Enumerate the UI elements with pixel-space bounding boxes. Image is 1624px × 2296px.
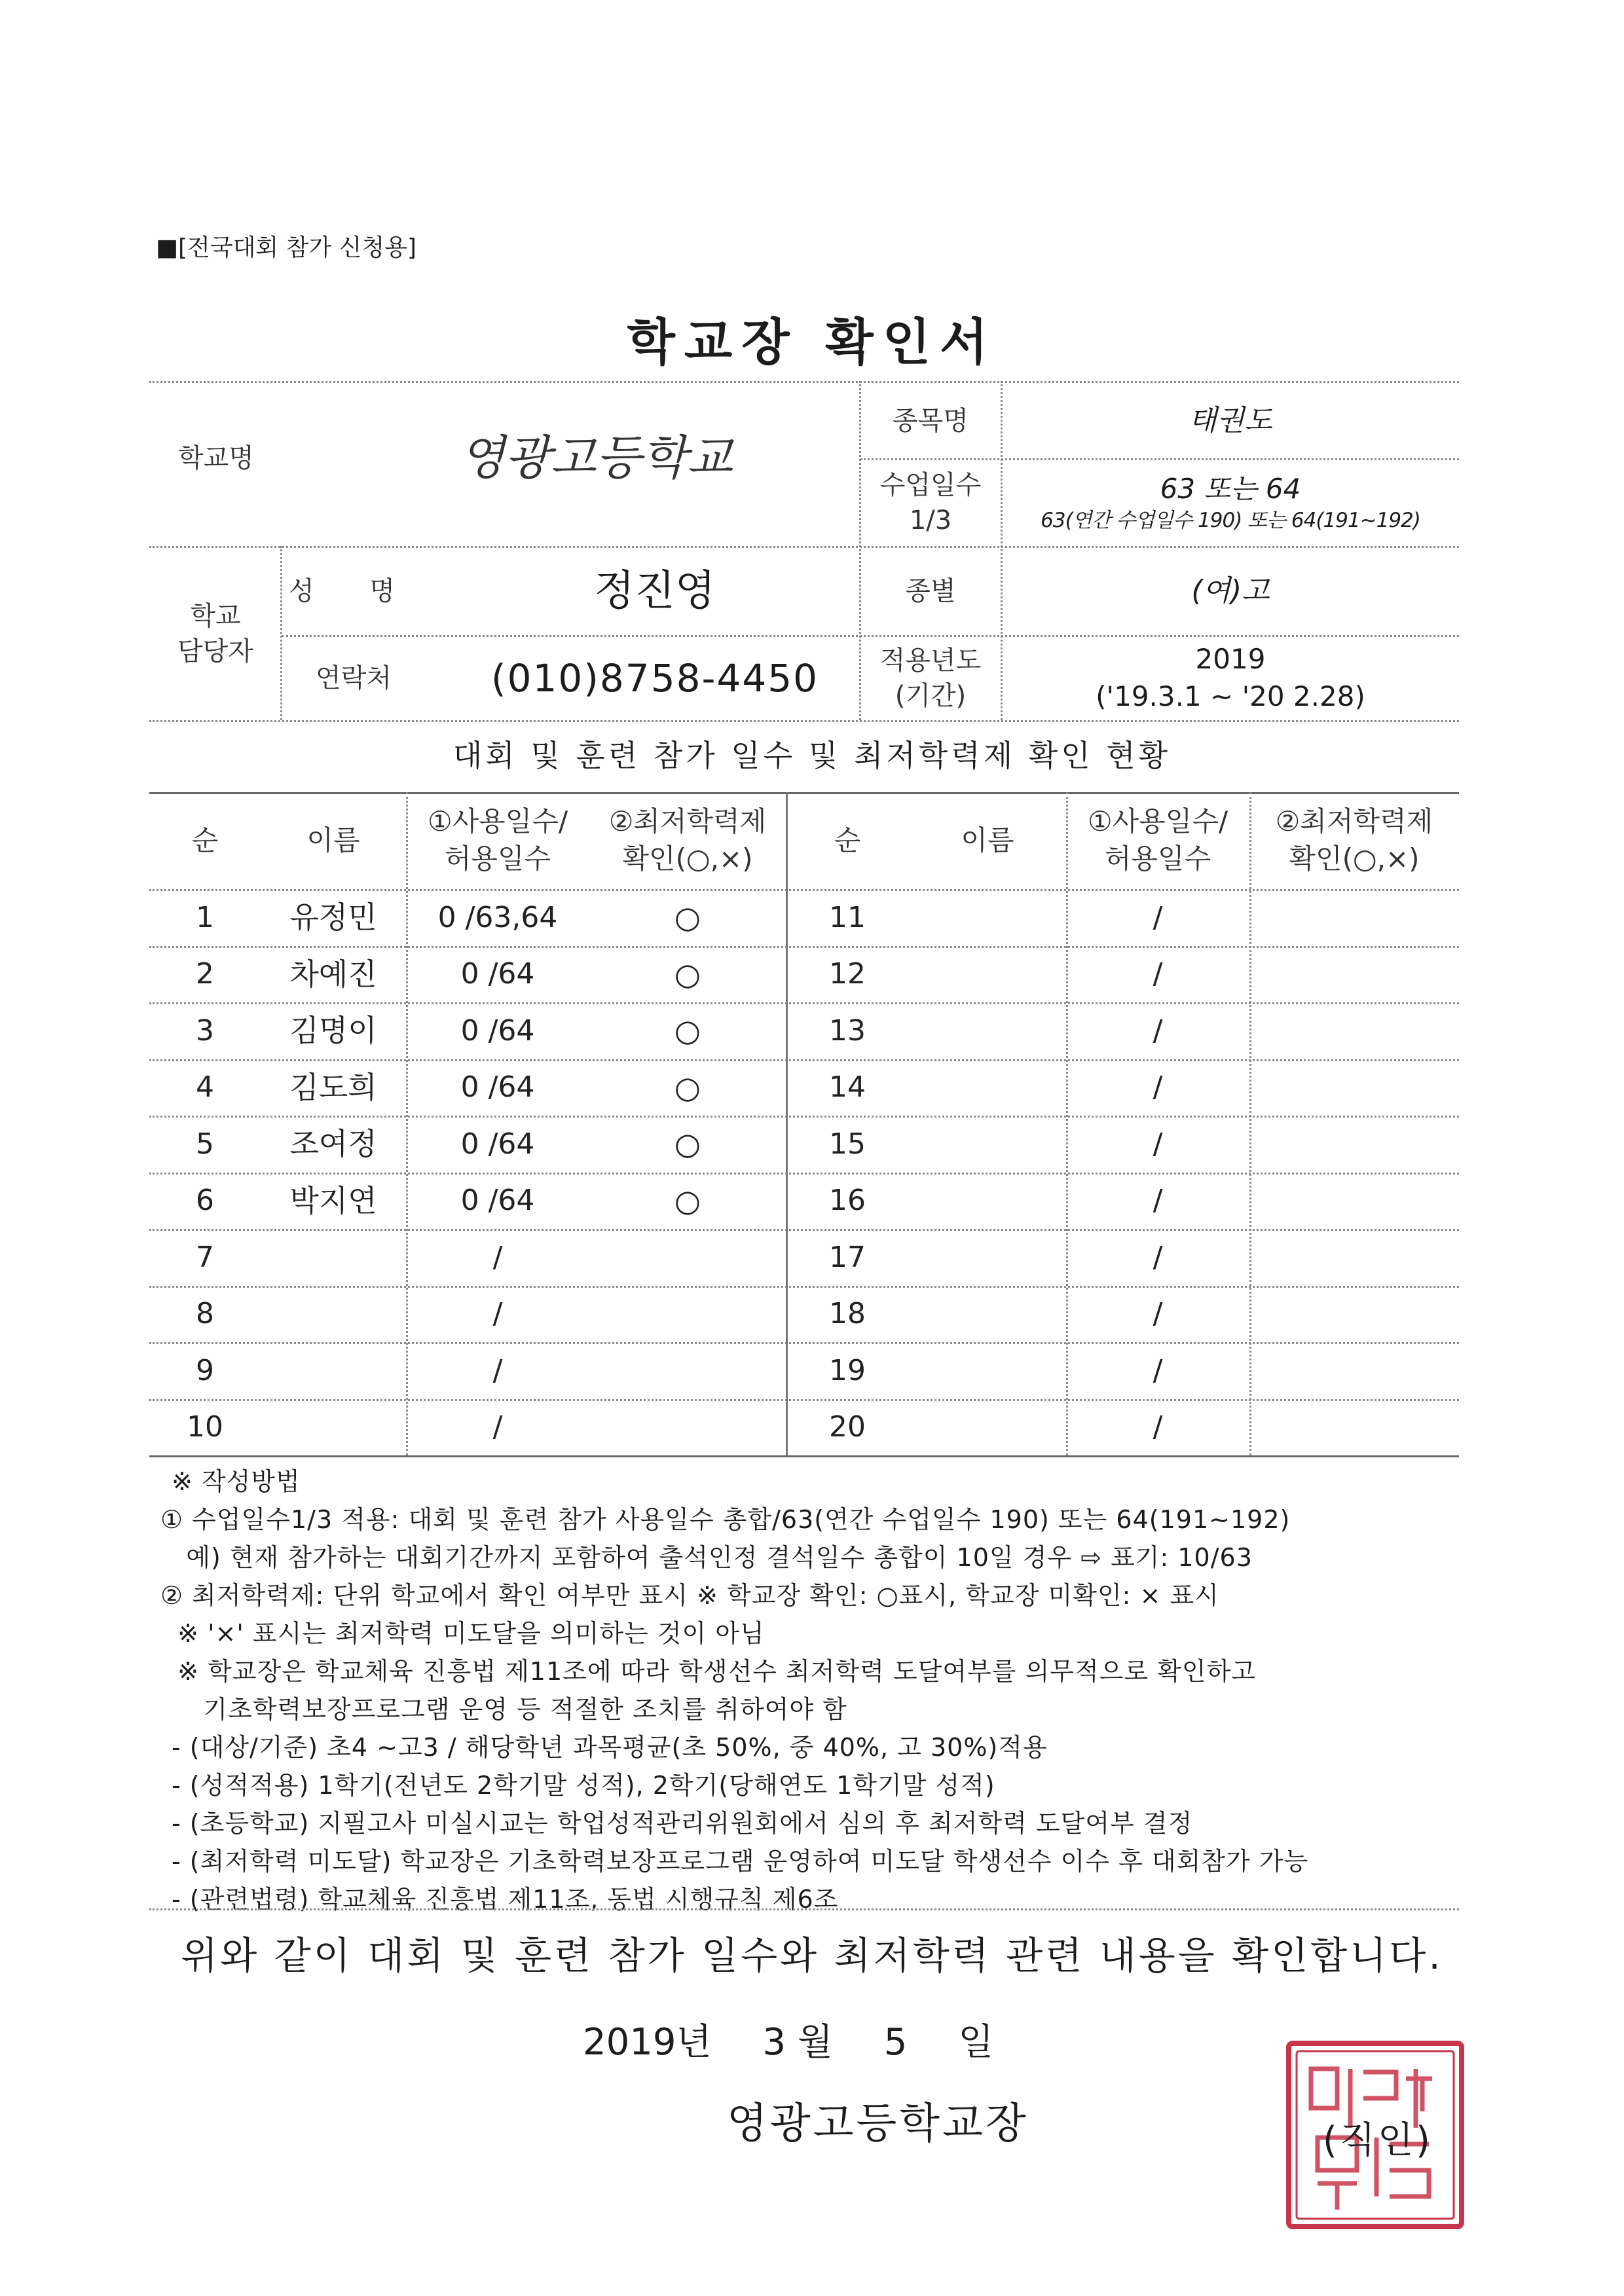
- header-no: [786, 792, 909, 889]
- table-cell-name: 김명이: [289, 1013, 377, 1049]
- person-name-label: 성 명: [289, 576, 418, 606]
- date-day-unit: 일: [958, 2021, 994, 2064]
- category-value: (여)고: [1191, 574, 1270, 608]
- header-days-line2: 허용일수: [444, 843, 551, 875]
- table-cell-name: [261, 1342, 406, 1399]
- header-check: [589, 792, 786, 889]
- table-cell-check: [589, 1286, 786, 1343]
- header-name-line1: 이름: [306, 824, 360, 856]
- principal-title: 영광고등학교장: [727, 2100, 1029, 2148]
- table-cell-days: /: [1153, 957, 1163, 991]
- note-line: ① 수업일수1/3 적용: 대회 및 훈련 참가 사용일수 총합/63(연간 수업일수 190) 또는 64(191~192): [160, 1505, 1291, 1534]
- table-cell-days: /: [492, 1240, 503, 1274]
- table-cell-no: 20: [829, 1410, 866, 1444]
- table-cell-check: ○: [674, 1126, 701, 1162]
- table-cell-days: 0 /64: [460, 1013, 535, 1048]
- header-days: [406, 792, 589, 889]
- table-cell-name: 김도희: [289, 1069, 377, 1105]
- table-cell-days: 0 /64: [460, 1127, 535, 1161]
- school-days-main: 63 또는 64: [1160, 472, 1301, 505]
- year-main: 2019: [1195, 643, 1266, 676]
- table-cell-days: 0 /64: [460, 1184, 535, 1218]
- confirmation-statement: 위와 같이 대회 및 훈련 참가 일수와 최저학력 관련 내용을 확인합니다.: [181, 1933, 1443, 1978]
- header-days: [1066, 792, 1249, 889]
- table-cell-name: [261, 1286, 406, 1343]
- category-label: 종별: [905, 576, 956, 606]
- header-no: [149, 792, 261, 889]
- header-name-line1: 이름: [961, 824, 1014, 856]
- header-days-line1: ①사용일수/: [427, 805, 568, 838]
- table-cell-check: [1249, 1229, 1459, 1286]
- divider: [280, 546, 282, 720]
- table-cell-days: 0 /64: [460, 1070, 535, 1104]
- table-cell-check: [1249, 889, 1459, 946]
- table-cell-days: /: [1153, 1184, 1163, 1218]
- form-type-label: ■[전국대회 참가 신청용]: [156, 234, 416, 261]
- school-name-value: 영광고등학교: [459, 430, 733, 486]
- note-line: - (최저학력 미도달) 학교장은 기초학력보장프로그램 운영하여 미도달 학생선수 이수 후 대회참가 가능: [172, 1847, 1309, 1876]
- table-cell-check: [1249, 1002, 1459, 1059]
- note-line: ② 최저학력제: 단위 학교에서 확인 여부만 표시 ※ 학교장 확인: ○표시, 학교장 미확인: × 표시: [160, 1581, 1219, 1610]
- table-cell-no: 3: [196, 1013, 214, 1048]
- header-check-line2: 확인(○,×): [622, 843, 753, 875]
- table-cell-days: /: [492, 1297, 503, 1331]
- table-cell-name: [909, 1059, 1066, 1116]
- table-cell-check: [589, 1399, 786, 1456]
- note-line: 예) 현재 참가하는 대회기간까지 포함하여 출석인정 결석일수 총합이 10일 경우 ⇨ 표기: 10/63: [160, 1543, 1253, 1572]
- school-days-label-line2: 1/3: [909, 505, 952, 536]
- table-cell-no: 16: [829, 1184, 866, 1218]
- person-name-value: 정진영: [594, 566, 716, 615]
- manager-label-line1: 학교: [190, 601, 241, 631]
- table-cell-no: 2: [196, 957, 214, 991]
- divider: [149, 1908, 1459, 1910]
- table-cell-check: [589, 1342, 786, 1399]
- table-cell-no: 9: [196, 1353, 214, 1387]
- table-cell-days: 0 /63,64: [437, 900, 558, 934]
- date-day: 5: [883, 2021, 908, 2064]
- sport-label: 종목명: [893, 405, 969, 436]
- header-check-line2: 확인(○,×): [1289, 843, 1420, 875]
- date-line: [583, 2013, 1033, 2066]
- note-line: - (초등학교) 지필고사 미실시교는 학업성적관리위원회에서 심의 후 최저학력 도달여부 결정: [172, 1809, 1193, 1838]
- table-cell-check: [1249, 1173, 1459, 1230]
- table-cell-no: 13: [829, 1013, 866, 1048]
- school-days-note: 63(연간 수업일수 190) 또는 64(191~192): [1041, 509, 1420, 533]
- table-cell-days: /: [1153, 1070, 1163, 1104]
- table-cell-name: [909, 946, 1066, 1003]
- school-days-label: [860, 460, 1001, 546]
- header-check-line1: ②최저학력제: [1275, 805, 1433, 838]
- table-cell-days: /: [1153, 900, 1163, 934]
- year-label: [860, 636, 1001, 720]
- table-cell-name: [909, 1116, 1066, 1173]
- table-cell-check: ○: [674, 1069, 701, 1105]
- table-cell-days: /: [1153, 1297, 1163, 1331]
- table-cell-name: [261, 1229, 406, 1286]
- table-cell-check: [1249, 1116, 1459, 1173]
- table-cell-days: /: [492, 1353, 503, 1387]
- table-cell-no: 14: [829, 1070, 866, 1104]
- table-cell-no: 10: [187, 1410, 223, 1444]
- school-days-value: [1002, 460, 1459, 546]
- date-year: 2019년: [583, 2021, 712, 2064]
- table-cell-check: ○: [674, 1013, 701, 1049]
- table-cell-name: 조여정: [289, 1126, 377, 1162]
- table-cell-no: 8: [196, 1297, 214, 1331]
- table-cell-days: /: [1153, 1353, 1163, 1387]
- note-line: - (성적적용) 1학기(전년도 2학기말 성적), 2학기(당해연도 1학기말 성적): [172, 1771, 995, 1800]
- table-cell-check: [1249, 1286, 1459, 1343]
- sport-value: 태권도: [1189, 403, 1272, 437]
- table-cell-name: [909, 1173, 1066, 1230]
- school-name-label: 학교명: [178, 443, 254, 473]
- header-name: [261, 792, 406, 889]
- header-days-line1: ①사용일수/: [1087, 805, 1228, 838]
- note-line: ※ 작성방법: [172, 1467, 301, 1496]
- table-cell-name: 박지연: [289, 1182, 377, 1218]
- table-cell-check: [1249, 1342, 1459, 1399]
- table-cell-no: 11: [829, 900, 866, 934]
- table-cell-name: [909, 1002, 1066, 1059]
- table-cell-days: 0 /64: [460, 957, 535, 991]
- table-cell-days: /: [492, 1410, 503, 1444]
- header-name: [909, 792, 1066, 889]
- manager-label: [151, 547, 280, 720]
- table-cell-check: [1249, 1399, 1459, 1456]
- table-cell-no: 4: [196, 1070, 214, 1104]
- table-cell-check: ○: [674, 1182, 701, 1218]
- note-line: 기초학력보장프로그램 운영 등 적절한 조치를 취하여야 함: [160, 1695, 847, 1724]
- table-cell-name: 유정민: [289, 900, 377, 936]
- table-cell-no: 17: [829, 1240, 866, 1274]
- header-days-line2: 허용일수: [1104, 843, 1211, 875]
- table-cell-name: [909, 1229, 1066, 1286]
- table-cell-no: 6: [196, 1184, 214, 1218]
- table-cell-days: /: [1153, 1240, 1163, 1274]
- table-cell-name: [909, 1399, 1066, 1456]
- table-cell-check: [1249, 1059, 1459, 1116]
- table-cell-no: 7: [196, 1240, 214, 1274]
- table-cell-no: 15: [829, 1127, 866, 1161]
- table-cell-check: [589, 1229, 786, 1286]
- header-check-line1: ②최저학력제: [608, 805, 767, 838]
- note-line: - (대상/기준) 초4 ~고3 / 해당학년 과목평균(초 50%, 중 40%, 고 30%)적용: [172, 1733, 1048, 1762]
- year-value: [1002, 636, 1459, 720]
- table-cell-name: [261, 1399, 406, 1456]
- year-label-line2: (기간): [895, 681, 967, 711]
- year-period: ('19.3.1 ~ '20 2.28): [1096, 680, 1365, 712]
- table-cell-check: ○: [674, 900, 701, 936]
- year-label-line1: 적용년도: [879, 646, 982, 676]
- section-title: 대회 및 훈련 참가 일수 및 최저학력제 확인 현황: [452, 738, 1172, 773]
- header-no-line1: 순: [191, 824, 219, 856]
- table-gridline: [149, 1455, 1459, 1457]
- school-days-label-line1: 수업일수: [879, 470, 982, 500]
- seal-label: (직인): [1323, 2119, 1433, 2162]
- table-cell-days: /: [1153, 1013, 1163, 1048]
- table-cell-no: 5: [196, 1127, 214, 1161]
- table-cell-check: [1249, 946, 1459, 1003]
- document-title: 학교장 확인서: [627, 313, 997, 371]
- table-cell-name: [909, 889, 1066, 946]
- contact-value: (010)8758-4450: [490, 655, 819, 701]
- table-cell-no: 12: [829, 957, 866, 991]
- note-line: ※ '×' 표시는 최저학력 미도달을 의미하는 것이 아님: [160, 1619, 765, 1648]
- table-cell-days: /: [1153, 1410, 1163, 1444]
- note-line: - (관련법령) 학교체육 진흥법 제11조, 동법 시행규칙 제6조: [172, 1885, 839, 1914]
- note-line: ※ 학교장은 학교체육 진흥법 제11조에 따라 학생선수 최저학력 도달여부를 의무적으로 확인하고: [160, 1657, 1257, 1686]
- manager-label-line2: 담당자: [177, 636, 253, 666]
- date-month: 3 월: [762, 2021, 833, 2064]
- header-check: [1249, 792, 1459, 889]
- table-cell-days: /: [1153, 1127, 1163, 1161]
- table-cell-name: 차예진: [289, 956, 377, 992]
- table-cell-no: 18: [829, 1297, 866, 1331]
- contact-label: 연락처: [316, 663, 392, 693]
- table-cell-no: 19: [829, 1353, 866, 1387]
- header-no-line1: 순: [834, 824, 861, 856]
- table-cell-name: [909, 1342, 1066, 1399]
- table-cell-check: ○: [674, 956, 701, 992]
- divider: [149, 720, 1459, 722]
- table-cell-no: 1: [196, 900, 214, 934]
- table-cell-name: [909, 1286, 1066, 1343]
